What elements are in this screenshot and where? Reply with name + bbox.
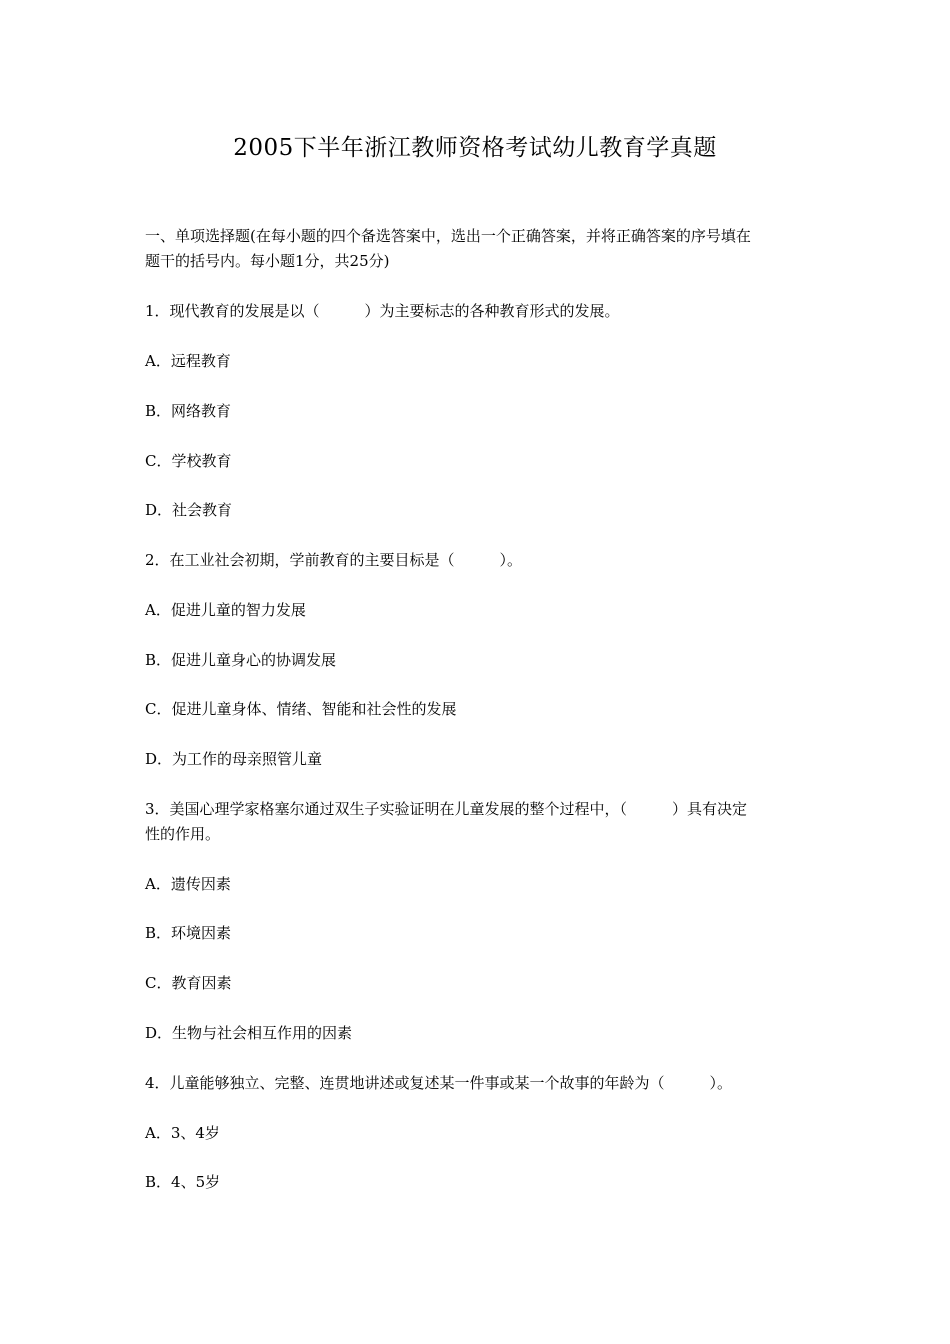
question-2-option-d: D．为工作的母亲照管儿童 — [145, 750, 323, 768]
question-2-option-a: A．促进儿童的智力发展 — [145, 601, 306, 619]
question-3-stem-line-1: 3．美国心理学家格塞尔通过双生子实验证明在儿童发展的整个过程中，（ ）具有决定 — [145, 800, 748, 818]
question-1-option-d: D．社会教育 — [145, 501, 233, 519]
question-3-option-a: A．遗传因素 — [145, 875, 231, 893]
question-1-option-c: C．学校教育 — [145, 452, 232, 470]
question-4-stem: 4．儿童能够独立、完整、连贯地讲述或复述某一件事或某一个故事的年龄为（ ）。 — [145, 1074, 733, 1092]
question-4-option-a: A．3、4岁 — [145, 1124, 220, 1142]
question-1-option-b: B．网络教育 — [145, 402, 232, 420]
question-1-stem: 1．现代教育的发展是以（ ）为主要标志的各种教育形式的发展。 — [145, 302, 620, 320]
question-2-option-b: B．促进儿童身心的协调发展 — [145, 651, 337, 669]
question-3-option-b: B．环境因素 — [145, 924, 232, 942]
section-header-line-2: 题干的括号内。每小题1分，共25分) — [145, 252, 390, 270]
question-2-option-c: C．促进儿童身体、情绪、智能和社会性的发展 — [145, 700, 457, 718]
document-title: 2005下半年浙江教师资格考试幼儿教育学真题 — [233, 135, 717, 161]
question-1-option-a: A．远程教育 — [145, 352, 231, 370]
question-2-stem: 2．在工业社会初期，学前教育的主要目标是（ ）。 — [145, 551, 523, 569]
question-3-stem-line-2: 性的作用。 — [145, 825, 221, 843]
question-4-option-b: B．4、5岁 — [145, 1173, 221, 1191]
question-3-option-d: D．生物与社会相互作用的因素 — [145, 1024, 353, 1042]
question-3-option-c: C．教育因素 — [145, 974, 232, 992]
section-header-line-1: 一、单项选择题(在每小题的四个备选答案中，选出一个正确答案，并将正确答案的序号填在 — [145, 227, 751, 245]
